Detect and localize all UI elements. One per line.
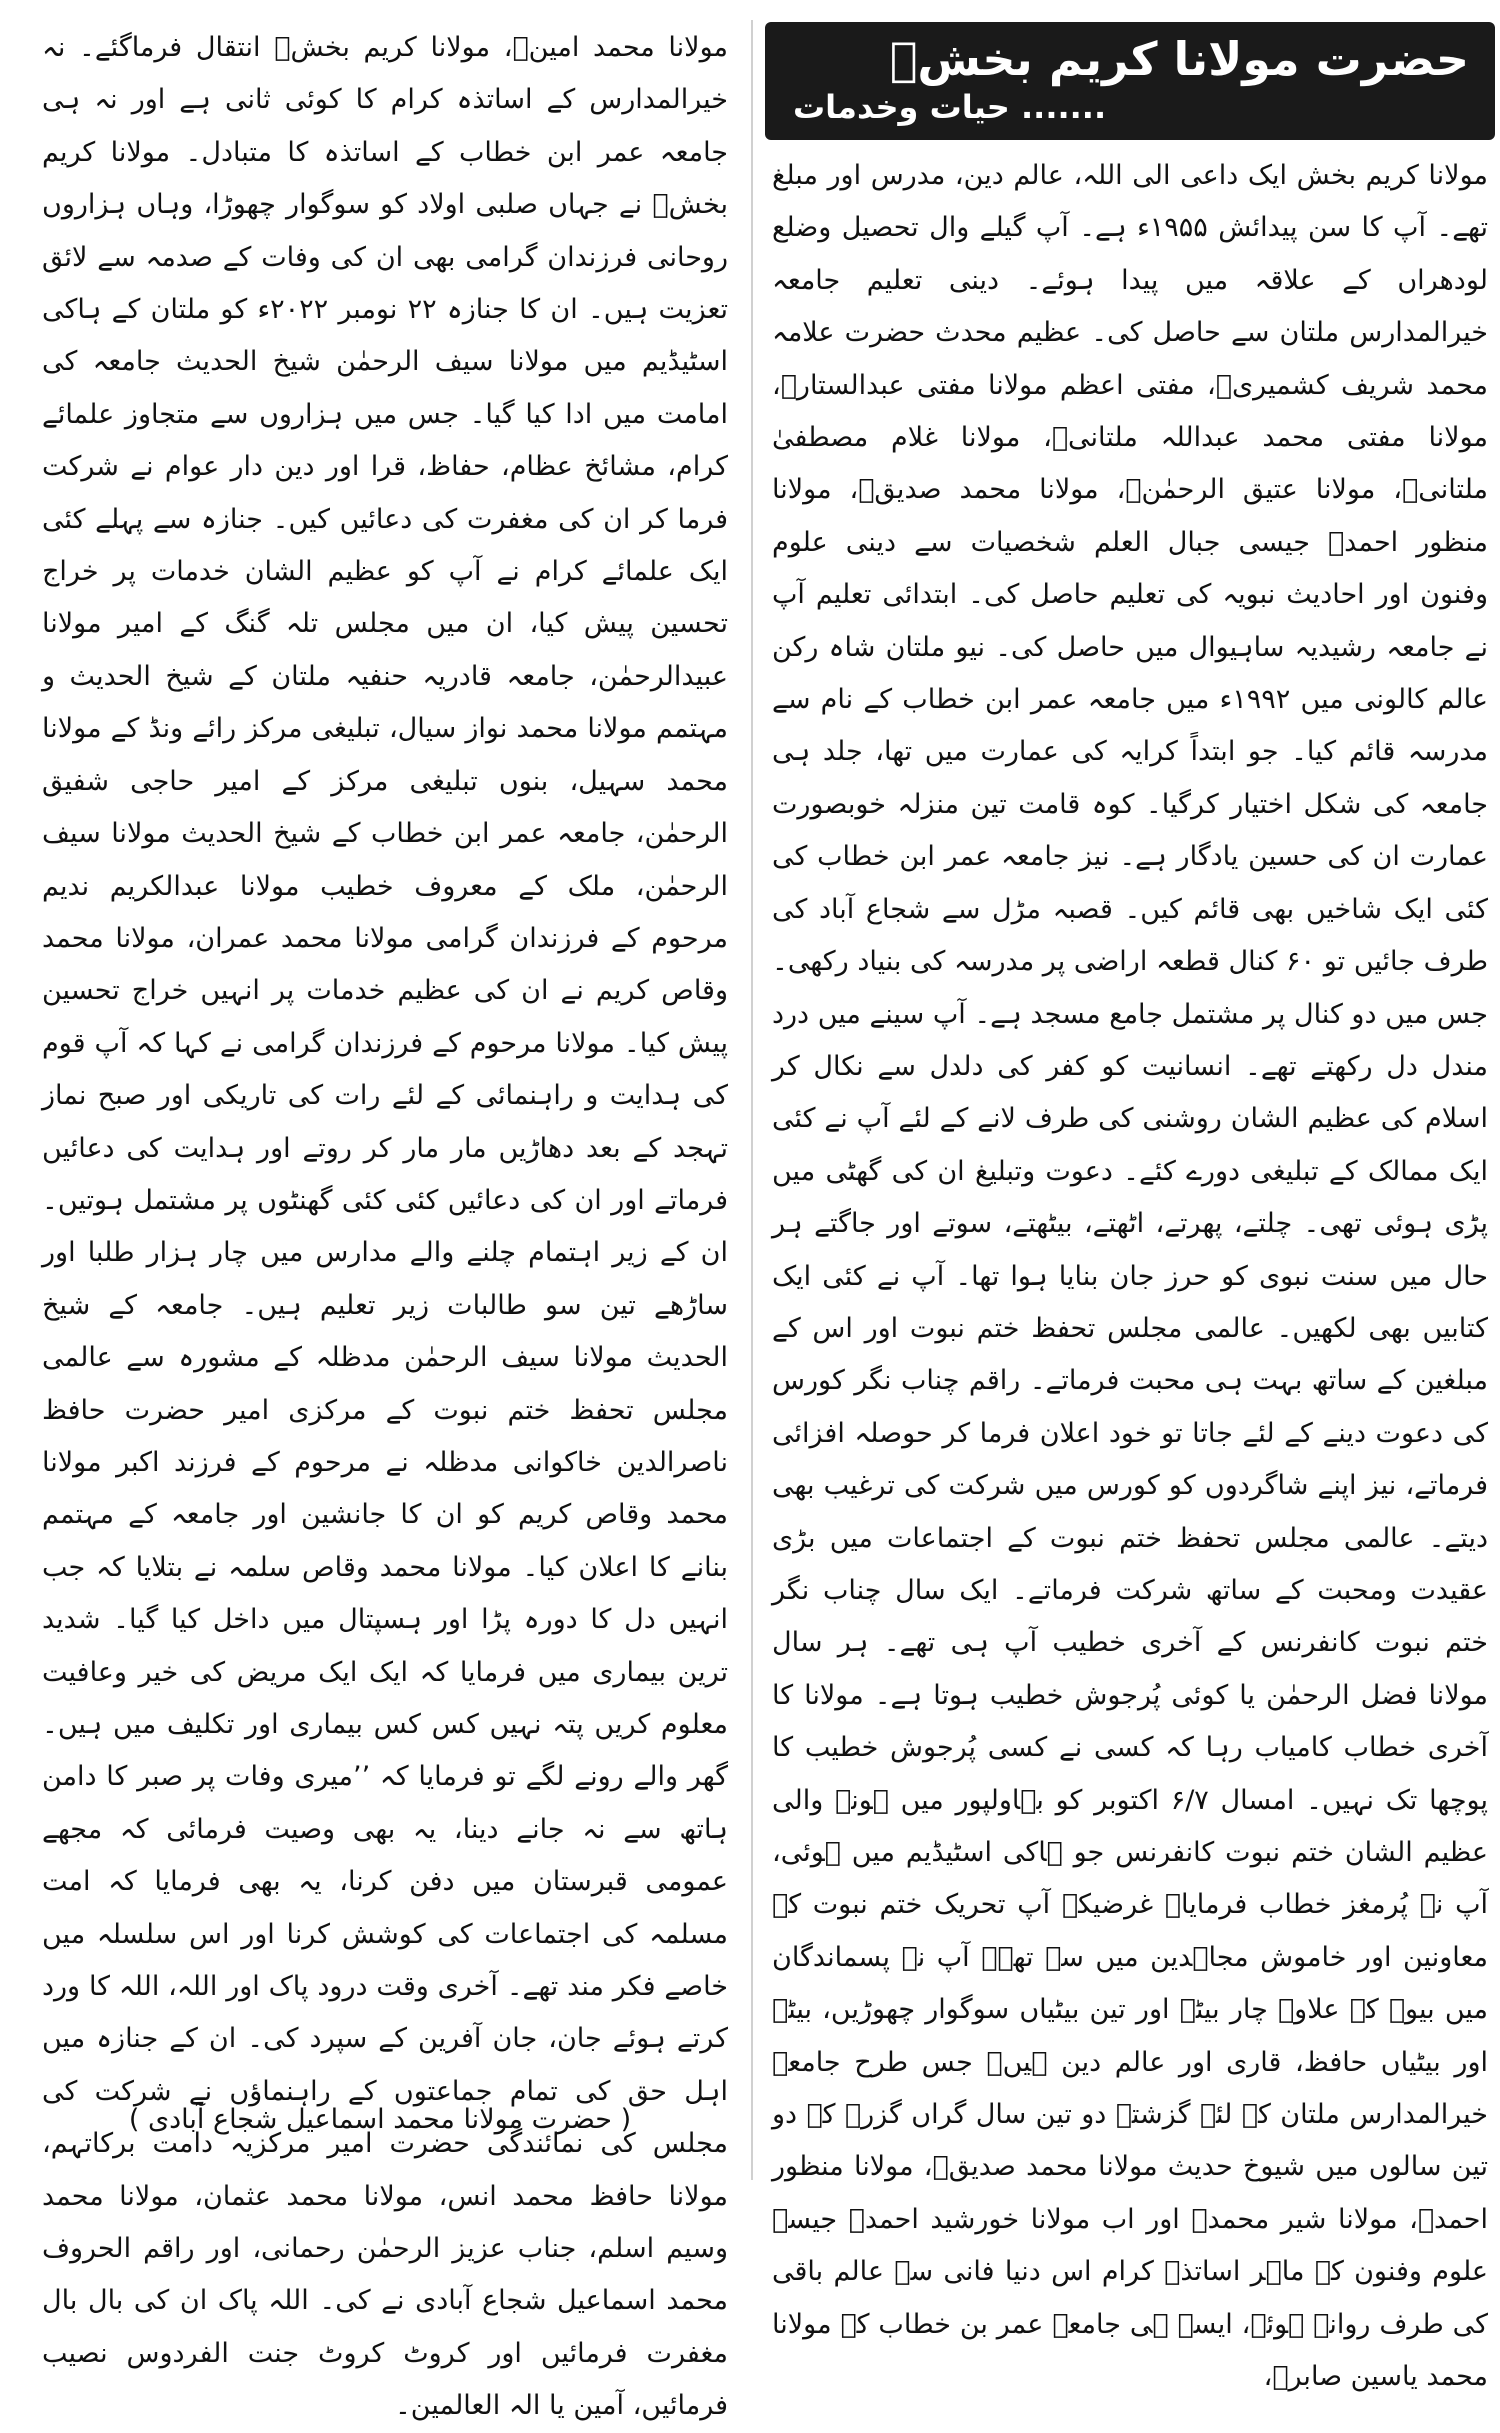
- article-subtitle: ....... حیات وخدمات: [793, 88, 1107, 126]
- column-divider: [751, 20, 753, 2180]
- article-column-left: [30, 22, 740, 2433]
- article-column-right: [760, 150, 1500, 2403]
- author-signature: ( حضرت مولانا محمد اسماعیل شجاع آبادی ): [128, 2104, 632, 2135]
- article-title: حضرت مولانا کریم بخشؒ: [889, 32, 1469, 86]
- article-paragraph: مولانا کریم بخش ایک داعی الی اللہ، عالم دین، مدرس اور مبلغ تھے۔ آپ کا سن پیدائش ۱۹۵۵ء ہے۔ آپ گیلے وال تحصیل وضلع لودھراں کے علاقہ میں پیدا ہوئے۔ دینی تعلیم جامعہ خیرالمدارس ملتان سے حاصل کی۔ عظیم محدث حضرت علامہ محمد شریف کشمیریؒ، مفتی اعظم مولانا مفتی عبدالستارؒ، مولانا مفتی محمد عبداللہ ملتانیؒ، مولانا غلام مصطفیٰ ملتانیؒ، مولانا عتیق الرحمٰنؒ، مولانا محمد صدیقؒ، مولانا منظور احمدؒ جیسی جبال العلم شخصیات سے دینی علوم وفنون اور احادیث نبویہ کی تعلیم حاصل کی۔ ابتدائی تعلیم آپ نے جامعہ رشیدیہ ساہیوال میں حاصل کی۔ نیو ملتان شاہ رکن عالم کالونی میں ۱۹۹۲ء میں جامعہ عمر ابن خطاب کے نام سے مدرسہ قائم کیا۔ جو ابتداً کرایہ کی عمارت میں تھا، جلد ہی جامعہ کی شکل اختیار کرگیا۔ کوہ قامت تین منزلہ خوبصورت عمارت ان کی حسین یادگار ہے۔ نیز جامعہ عمر ابن خطاب کی کئی ایک شاخیں بھی قائم کیں۔ قصبہ مڑل سے شجاع آباد کی طرف جائیں تو ۶۰ کنال قطعہ اراضی پر مدرسہ کی بنیاد رکھی۔ جس میں دو کنال پر مشتمل جامع مسجد ہے۔ آپ سینے میں درد مندل دل رکھتے تھے۔ انسانیت کو کفر کی دلدل سے نکال کر اسلام کی عظیم الشان روشنی کی طرف لانے کے لئے آپ نے کئی ایک ممالک کے تبلیغی دورے کئے۔ دعوت وتبلیغ ان کی گھٹی میں پڑی ہوئی تھی۔ چلتے، پھرتے، اٹھتے، بیٹھتے، سوتے اور جاگتے ہر حال میں سنت نبوی کو حرز جان بنایا ہوا تھا۔ آپ نے کئی ایک کتابیں بھی لکھیں۔ عالمی مجلس تحفظ ختم نبوت اور اس کے مبلغین کے ساتھ بہت ہی محبت فرماتے۔ راقم چناب نگر کورس کی دعوت دینے کے لئے جاتا تو خود اعلان فرما کر حوصلہ افزائی فرماتے، نیز اپنے شاگردوں کو کورس میں شرکت کی ترغیب بھی دیتے۔ عالمی مجلس تحفظ ختم نبوت کے اجتماعات میں بڑی عقیدت ومحبت کے ساتھ شرکت فرماتے۔ ایک سال چناب نگر ختم نبوت کانفرنس کے آخری خطیب آپ ہی تھے۔ ہر سال مولانا فضل الرحمٰن یا کوئی پُرجوش خطیب ہوتا ہے۔ مولانا کا آخری خطاب کامیاب رہا کہ کسی نے کسی پُرجوش خطیب کا پوچھا تک نہیں۔ امسال ۶/۷ اکتوبر کو بہاولپور میں ہونے والی عظیم الشان ختم نبوت کانفرنس جو ہاکی اسٹیڈیم میں ہوئی، آپ نے پُرمغز خطاب فرمایا۔ غرضیکہ آپ تحریک ختم نبوت کے معاونین اور خاموش مجاہدین میں سے تھے۔ آپ نے پسماندگان میں بیوہ کے علاوہ چار بیٹے اور تین بیٹیاں سوگوار چھوڑیں، بیٹے اور بیٹیاں حافظ، قاری اور عالم دین ہیں۔ جس طرح جامعہ خیرالمدارس ملتان کے لئے گزشتہ دو تین سال گراں گزرے کہ دو تین سالوں میں شیوخ حدیث مولانا محمد صدیقؒ، مولانا منظور احمدؒ، مولانا شیر محمدؒ اور اب مولانا خورشید احمدؒ جیسے علوم وفنون کے ماہر اساتذہ کرام اس دنیا فانی سے عالم باقی کی طرف روانہ ہوئے، ایسے ہی جامعہ عمر بن خطاب کے مولانا محمد یاسین صابرؒ،: [772, 160, 1489, 2393]
- article-title-banner: [765, 22, 1495, 140]
- article-paragraph: مولانا محمد امینؒ، مولانا کریم بخشؒ انتقال فرماگئے۔ نہ خیرالمدارس کے اساتذہ کرام کا کوئی ثانی ہے اور نہ ہی جامعہ عمر ابن خطاب کے اساتذہ کا متبادل۔ مولانا کریم بخشؒ نے جہاں صلبی اولاد کو سوگوار چھوڑا، وہاں ہزاروں روحانی فرزندان گرامی بھی ان کی وفات کے صدمہ سے لائق تعزیت ہیں۔ ان کا جنازہ ۲۲ نومبر ۲۰۲۲ء کو ملتان کے ہاکی اسٹیڈیم میں مولانا سیف الرحمٰن شیخ الحدیث جامعہ کی امامت میں ادا کیا گیا۔ جس میں ہزاروں سے متجاوز علمائے کرام، مشائخ عظام، حفاظ، قرا اور دین دار عوام نے شرکت فرما کر ان کی مغفرت کی دعائیں کیں۔ جنازہ سے پہلے کئی ایک علمائے کرام نے آپ کو عظیم الشان خدمات پر خراج تحسین پیش کیا، ان میں مجلس تلہ گنگ کے امیر مولانا عبیدالرحمٰن، جامعہ قادریہ حنفیہ ملتان کے شیخ الحدیث و مہتمم مولانا محمد نواز سیال، تبلیغی مرکز رائے ونڈ کے مولانا محمد سہیل، بنوں تبلیغی مرکز کے امیر حاجی شفیق الرحمٰن، جامعہ عمر ابن خطاب کے شیخ الحدیث مولانا سیف الرحمٰن، ملک کے معروف خطیب مولانا عبدالکریم ندیم مرحوم کے فرزندان گرامی مولانا محمد عمران، مولانا محمد وقاص کریم نے ان کی عظیم خدمات پر انہیں خراج تحسین پیش کیا۔ مولانا مرحوم کے فرزندان گرامی نے کہا کہ آپ قوم کی ہدایت و راہنمائی کے لئے رات کی تاریکی اور صبح نماز تہجد کے بعد دھاڑیں مار مار کر روتے اور ہدایت کی دعائیں فرماتے اور ان کی دعائیں کئی کئی گھنٹوں پر مشتمل ہوتیں۔ ان کے زیر اہتمام چلنے والے مدارس میں چار ہزار طلبا اور ساڑھے تین سو طالبات زیر تعلیم ہیں۔ جامعہ کے شیخ الحدیث مولانا سیف الرحمٰن مدظلہ کے مشورہ سے عالمی مجلس تحفظ ختم نبوت کے مرکزی امیر حضرت حافظ ناصرالدین خاکوانی مدظلہ نے مرحوم کے فرزند اکبر مولانا محمد وقاص کریم کو ان کا جانشین اور جامعہ کے مہتمم بنانے کا اعلان کیا۔ مولانا محمد وقاص سلمہ نے بتلایا کہ جب انہیں دل کا دورہ پڑا اور ہسپتال میں داخل کیا گیا۔ شدید ترین بیماری میں فرمایا کہ ایک ایک مریض کی خیر وعافیت معلوم کریں پتہ نہیں کس کس بیماری اور تکلیف میں ہیں۔ گھر والے رونے لگے تو فرمایا کہ ’’میری وفات پر صبر کا دامن ہاتھ سے نہ جانے دینا، یہ بھی وصیت فرمائی کہ مجھے عمومی قبرستان میں دفن کرنا، یہ بھی فرمایا کہ امت مسلمہ کی اجتماعات کی کوشش کرنا اور اس سلسلہ میں خاصے فکر مند تھے۔ آخری وقت درود پاک اور اللہ، اللہ کا ورد کرتے ہوئے جان، جان آفرین کے سپرد کی۔ ان کے جنازہ میں اہل حق کی تمام جماعتوں کے راہنماؤں نے شرکت کی مجلس کی نمائندگی حضرت امیر مرکزیہ دامت برکاتہم، مولانا حافظ محمد انس، مولانا محمد عثمان، مولانا محمد وسیم اسلم، جناب عزیز الرحمٰن رحمانی، اور راقم الحروف محمد اسماعیل شجاع آبادی نے کی۔ اللہ پاک ان کی بال بال مغفرت فرمائیں اور کروٹ کروٹ جنت الفردوس نصیب فرمائیں، آمین یا الہ العالمین۔: [42, 32, 729, 2422]
